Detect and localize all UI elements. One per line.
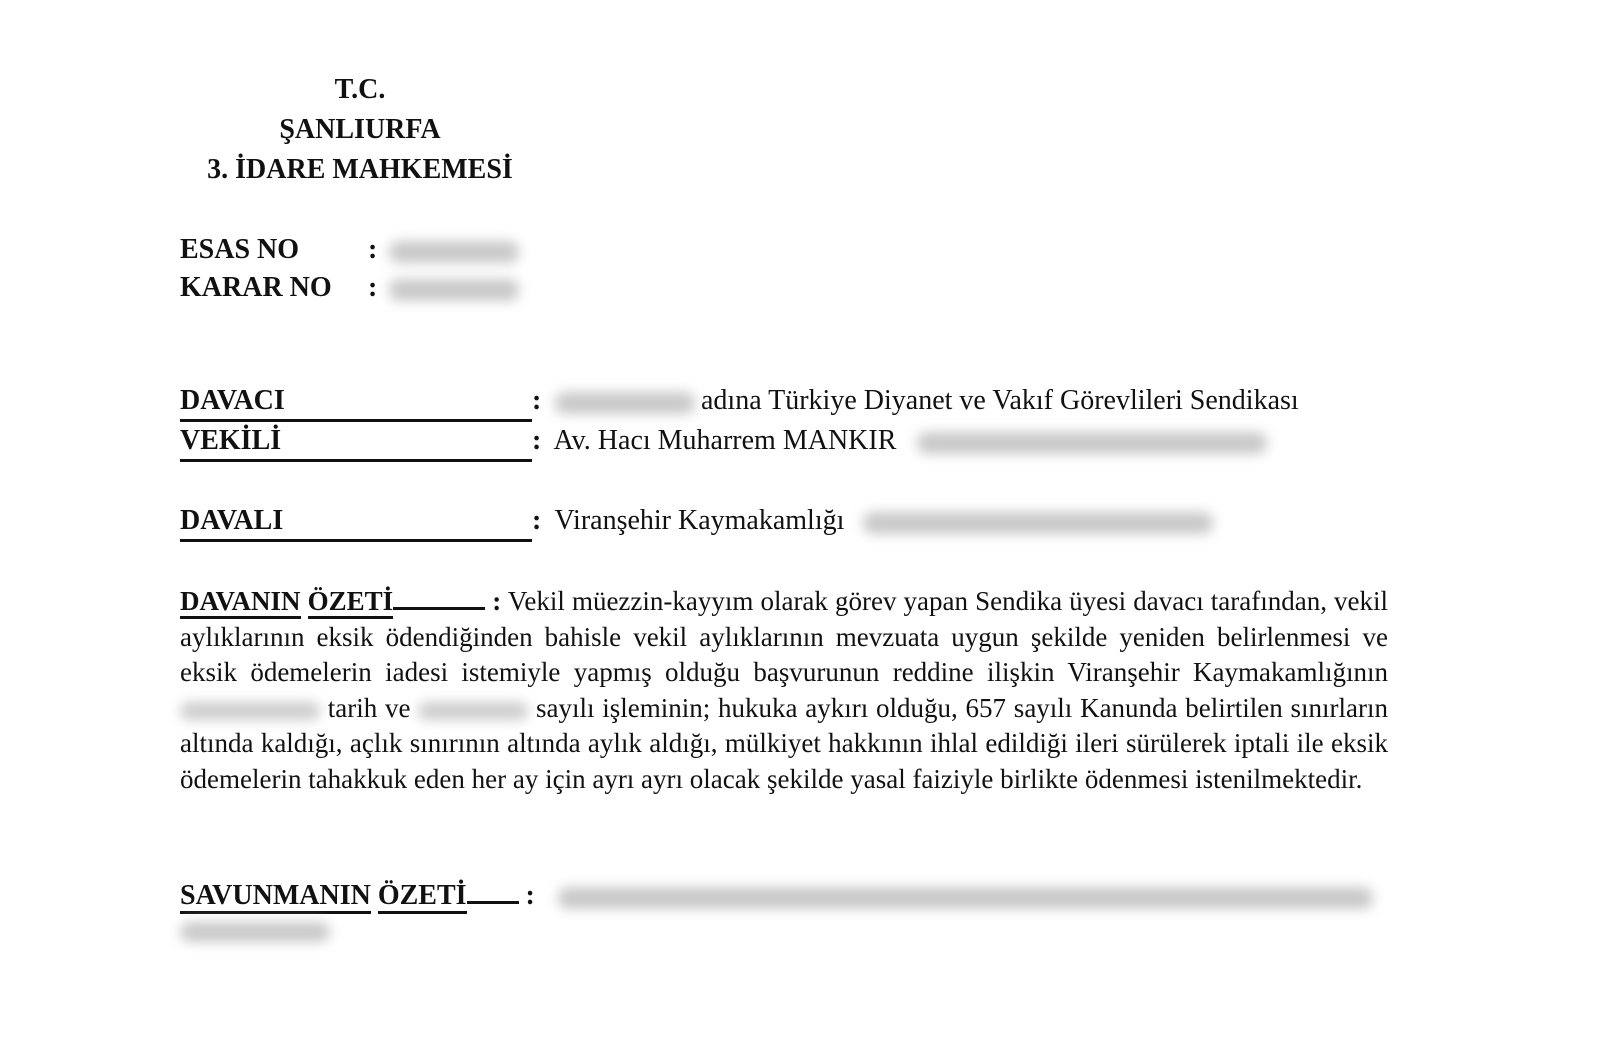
header-country: T.C.: [334, 74, 386, 105]
summary-date-redacted: [180, 702, 320, 720]
defense-label-word2: ÖZETİ: [378, 880, 467, 914]
davali-details-redacted: [863, 512, 1213, 534]
court-header: [150, 70, 570, 190]
vekili-value: Av. Hacı Muharrem MANKIR: [553, 425, 897, 456]
summary-label-word1: DAVANIN: [180, 586, 301, 619]
esas-no-colon: :: [368, 234, 378, 265]
davali-value: Viranşehir Kaymakamlığı: [554, 505, 845, 536]
header-court: 3. İDARE MAHKEMESİ: [207, 154, 513, 185]
case-summary: [180, 584, 1388, 798]
vekili-details-redacted: [917, 432, 1267, 454]
davaci-label: DAVACI: [180, 383, 532, 422]
esas-no-row: [180, 233, 519, 267]
summary-text-part3: sayılı işleminin; hukuka aykırı olduğu, 657 sayılı Kanunda belirtilen sınırların altında kaldığı, açlık sınırının altında aylık aldığı, mülkiyet hakkının ihlal edildiği ileri sürülerek iptali ile eksik ödemelerin tahakkuk eden her ay için ayrı ayrı olacak şekilde yasal faiziyle birlikte ödenmesi istenilmektedir.: [180, 692, 1389, 794]
karar-no-row: [180, 271, 519, 305]
vekili-colon: :: [532, 425, 542, 456]
vekili-label: VEKİLİ: [180, 423, 532, 462]
summary-label-word2: ÖZETİ: [308, 586, 394, 619]
davaci-row: [180, 383, 1299, 422]
summary-label-underline: [393, 585, 485, 610]
summary-colon: :: [492, 586, 502, 616]
defense-label-underline: [467, 879, 519, 904]
davali-colon: :: [532, 505, 542, 536]
summary-text-part2: tarih ve: [327, 692, 411, 723]
vekili-row: [180, 423, 1267, 462]
davaci-name-redacted: [555, 392, 695, 414]
defense-colon: :: [525, 880, 535, 911]
davaci-value: adına Türkiye Diyanet ve Vakıf Görevlileri Sendikası: [701, 385, 1299, 416]
esas-no-label: ESAS NO: [180, 234, 300, 265]
summary-number-redacted: [418, 702, 528, 720]
defense-summary: [180, 876, 1388, 916]
davaci-colon: :: [532, 385, 542, 416]
karar-no-colon: :: [368, 272, 378, 303]
davali-label: DAVALI: [180, 503, 532, 542]
karar-no-redacted: [389, 279, 519, 301]
karar-no-label: KARAR NO: [180, 272, 332, 303]
defense-text-redacted-line2-wrap: [180, 922, 330, 942]
header-city: ŞANLIURFA: [279, 114, 441, 145]
defense-label-word1: SAVUNMANIN: [180, 880, 371, 914]
defense-text-redacted-line1: [558, 887, 1373, 909]
esas-no-redacted: [389, 241, 519, 263]
summary-text-part1: Vekil müezzin-kayyım olarak görev yapan Sendika üyesi davacı tarafından, vekil aylıklarının eksik ödendiğinden bahisle vekil aylıklarının mevzuata uygun şekilde yeniden belirlenmesi ve eksik ödemelerin iadesi istemiyle yapmış olduğu başvurunun reddine ilişkin Viranşehir Kaymakamlığının: [180, 586, 1389, 688]
defense-text-redacted-line2: [180, 922, 330, 942]
davali-row: [180, 503, 1213, 542]
